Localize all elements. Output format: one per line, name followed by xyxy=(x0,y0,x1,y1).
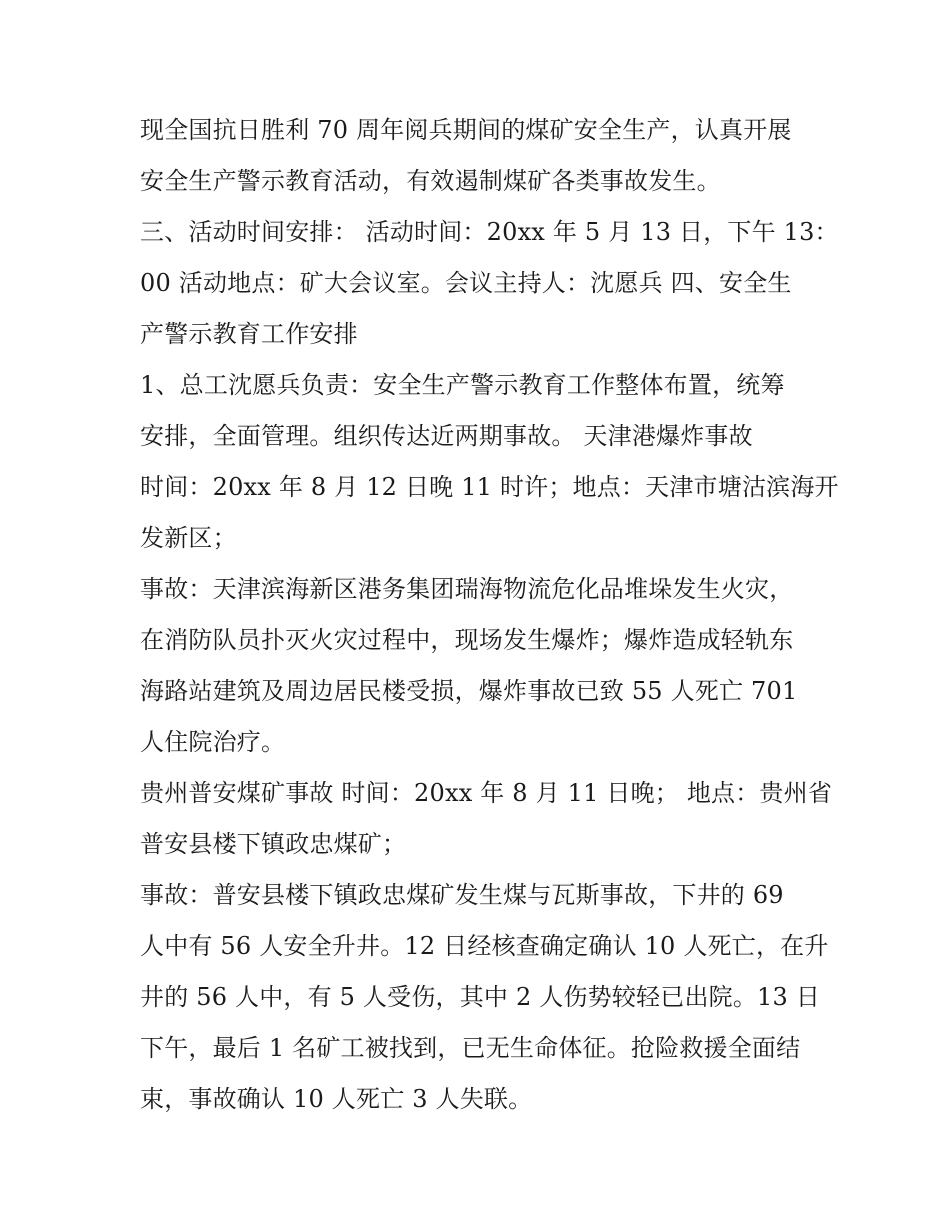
text-line: 事故：天津滨海新区港务集团瑞海物流危化品堆垛发生火灾， xyxy=(140,575,794,603)
text-line: 安排，全面管理。组织传达近两期事故。 天津港爆炸事故 xyxy=(140,422,753,450)
text-line: 井的 56 人中，有 5 人受伤，其中 2 人伤势较轻已出院。13 日 xyxy=(140,983,821,1011)
document-body xyxy=(140,105,839,1125)
text-line: 人住院治疗。 xyxy=(140,728,286,756)
text-line: 时间：20xx 年 8 月 12 日晚 11 时许；地点：天津市塘沽滨海开 xyxy=(140,473,839,501)
text-line: 束，事故确认 10 人死亡 3 人失联。 xyxy=(140,1085,533,1113)
text-line: 海路站建筑及周边居民楼受损，爆炸事故已致 55 人死亡 701 xyxy=(140,677,798,705)
text-line: 产警示教育工作安排 xyxy=(140,320,358,348)
text-line: 1、总工沈愿兵负责：安全生产警示教育工作整体布置，统筹 xyxy=(140,371,785,399)
text-line: 在消防队员扑灭火灾过程中，现场发生爆炸；爆炸造成轻轨东 xyxy=(140,626,794,654)
text-line: 三、活动时间安排： 活动时间：20xx 年 5 月 13 日，下午 13： xyxy=(140,218,839,246)
text-line: 发新区； xyxy=(140,524,237,552)
text-line: 事故：普安县楼下镇政忠煤矿发生煤与瓦斯事故，下井的 69 xyxy=(140,881,784,909)
text-line: 现全国抗日胜利 70 周年阅兵期间的煤矿安全生产，认真开展 xyxy=(140,116,792,144)
text-line: 下午，最后 1 名矿工被找到，已无生命体征。抢险救援全面结 xyxy=(140,1034,801,1062)
text-line: 00 活动地点：矿大会议室。会议主持人：沈愿兵 四、安全生 xyxy=(140,269,792,297)
text-line: 安全生产警示教育活动，有效遏制煤矿各类事故发生。 xyxy=(140,167,721,195)
text-line: 贵州普安煤矿事故 时间：20xx 年 8 月 11 日晚； 地点：贵州省 xyxy=(140,779,833,807)
text-line: 普安县楼下镇政忠煤矿； xyxy=(140,830,407,858)
text-line: 人中有 56 人安全升井。12 日经核查确定确认 10 人死亡，在升 xyxy=(140,932,829,960)
